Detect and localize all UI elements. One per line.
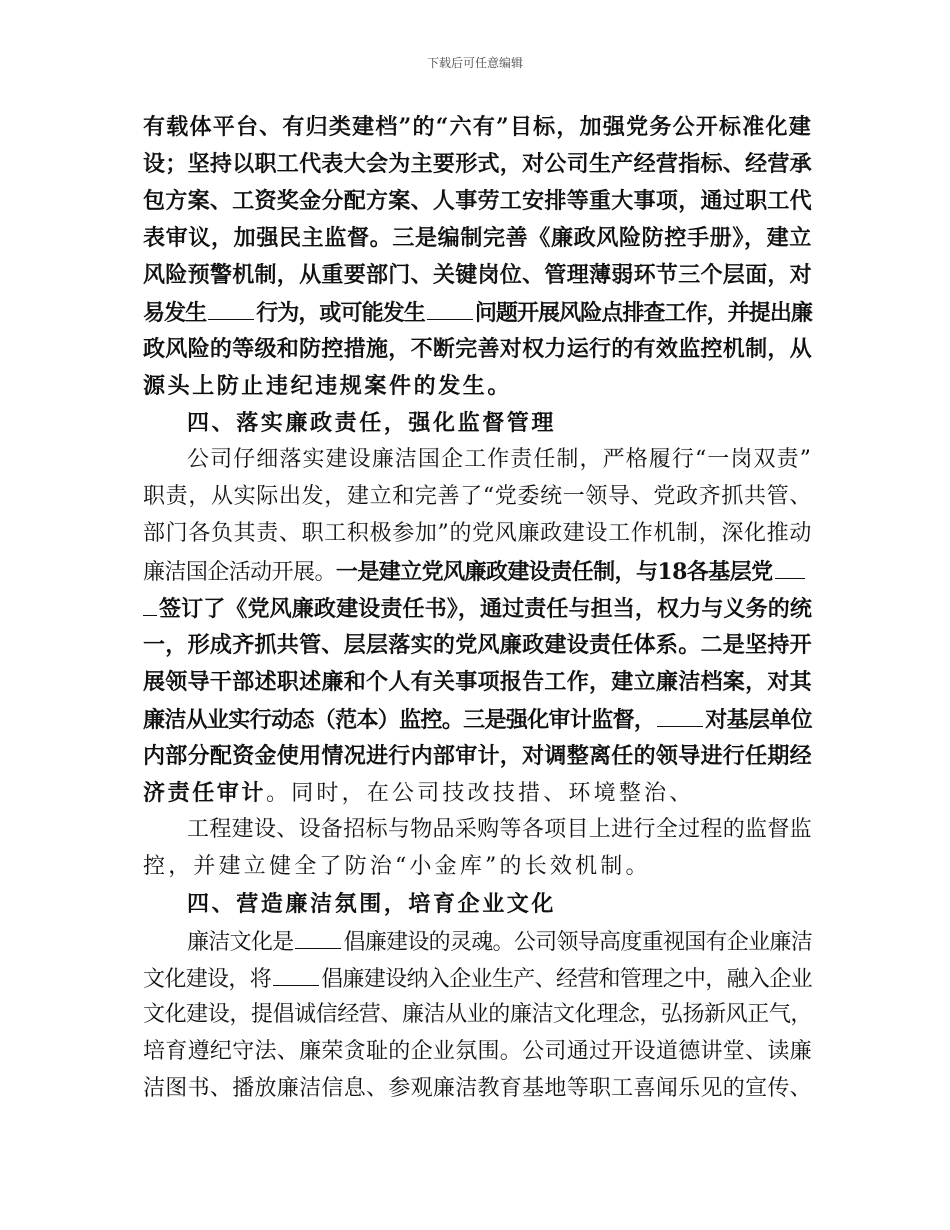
text-line bbox=[187, 449, 812, 471]
text-run: 问题开展风险点排查工作，并提出廉 bbox=[474, 300, 812, 326]
text-run: 风险预警机制，从重要部门、关键岗位、管理薄弱环节三个层面，对 bbox=[143, 262, 812, 288]
text-run: 。同时，在公司技改技措、环境整治、 bbox=[266, 781, 695, 806]
fill-blank bbox=[143, 597, 157, 616]
text-run: 廉洁国企活动开展。 bbox=[143, 560, 336, 585]
text-line bbox=[143, 523, 812, 545]
text-run: 洁图书、播放廉洁信息、参观廉洁教育基地等职工喜闻乐见的宣传、 bbox=[143, 1076, 812, 1101]
text-line bbox=[143, 190, 812, 212]
text-line bbox=[143, 338, 812, 360]
text-line bbox=[143, 1078, 812, 1100]
text-line bbox=[143, 560, 807, 584]
text-run: 表审议，加强民主监督。三是编制完善《廉政风险防控手册》，建立 bbox=[143, 225, 812, 251]
text-run: 部门各负其责、职工积极参加”的党风廉政建设工作机制，深化推动 bbox=[143, 521, 812, 546]
text-line bbox=[143, 782, 694, 805]
text-run: 济责任审计 bbox=[143, 780, 267, 806]
section-heading bbox=[187, 412, 556, 434]
fill-blank bbox=[427, 301, 473, 320]
text-line bbox=[143, 671, 812, 693]
page-header: 下载后可任意编辑 bbox=[426, 56, 523, 70]
text-run: 倡廉建设纳入企业生产、经营和管理之中，融入企业 bbox=[321, 967, 813, 992]
text-run: 设；坚持以职工代表大会为主要形式，对公司生产经营指标、经营承 bbox=[143, 151, 812, 177]
fill-blank bbox=[295, 930, 341, 949]
text-run: 廉洁文化是 bbox=[187, 930, 294, 955]
text-run: 包方案、工资奖金分配方案、人事劳工安排等重大事项，通过职工代 bbox=[143, 188, 812, 214]
text-run: 有载体平台、有归类建档”的“六有”目标，加强党务公开标准化建 bbox=[143, 114, 812, 140]
section-heading bbox=[187, 893, 556, 915]
text-run: 培育遵纪守法、廉荣贪耻的企业氛围。公司通过开设道德讲堂、读廉 bbox=[143, 1039, 812, 1064]
text-run: 文化建设，提倡诚信经营、廉洁从业的廉洁文化理念，弘扬新风正气， bbox=[143, 1002, 812, 1027]
text-line bbox=[187, 930, 812, 954]
text-run: 行为，或可能发生 bbox=[256, 300, 425, 326]
text-run: 控，并建立健全了防治“小金库”的长效机制。 bbox=[143, 854, 651, 879]
text-run: 四、营造廉洁氛围，培育企业文化 bbox=[187, 891, 557, 917]
text-run: 源头上防止违纪违规案件的发生。 bbox=[143, 373, 513, 399]
text-run: 文化建设，将 bbox=[143, 967, 272, 992]
text-line bbox=[187, 819, 812, 841]
text-run: 廉洁从业实行动态（范本）监控。三是强化审计监督， bbox=[143, 707, 656, 733]
text-line bbox=[143, 375, 512, 397]
text-run: 签订了《党风廉政建设责任书》，通过责任与担当，权力与义务的统 bbox=[159, 596, 812, 622]
text-run: 内部分配资金使用情况进行内部审计，对调整离任的领导进行任期经 bbox=[143, 743, 812, 769]
text-run: 对基层单位 bbox=[705, 707, 812, 733]
fill-blank bbox=[775, 560, 805, 579]
text-line bbox=[143, 1041, 812, 1063]
text-line bbox=[143, 634, 812, 656]
text-run: 一，形成齐抓共管、层层落实的党风廉政建设责任体系。二是坚持开 bbox=[143, 632, 812, 658]
text-run: 一是建立党风廉政建设责任制，与18各基层党 bbox=[335, 559, 773, 585]
text-line bbox=[143, 153, 812, 175]
text-run: 工程建设、设备招标与物品采购等各项目上进行全过程的监督监 bbox=[187, 817, 812, 842]
text-run: 展领导干部述职述廉和个人有关事项报告工作，建立廉洁档案，对其 bbox=[143, 669, 812, 695]
text-line bbox=[143, 301, 812, 324]
text-line bbox=[143, 264, 812, 286]
fill-blank bbox=[657, 708, 703, 727]
text-run: 倡廉建设的灵魂。公司领导高度重视国有企业廉洁 bbox=[343, 930, 812, 955]
text-line bbox=[143, 708, 812, 731]
text-line bbox=[143, 486, 812, 508]
text-line bbox=[143, 227, 812, 249]
text-line bbox=[143, 597, 812, 620]
text-run: 政风险的等级和防控措施，不断完善对权力运行的有效监控机制，从 bbox=[143, 336, 812, 362]
text-line bbox=[143, 745, 812, 767]
text-line bbox=[143, 116, 812, 138]
fill-blank bbox=[273, 967, 319, 986]
text-line bbox=[143, 856, 651, 878]
fill-blank bbox=[208, 301, 254, 320]
text-run: 职责，从实际出发，建立和完善了“党委统一领导、党政齐抓共管、 bbox=[143, 484, 812, 509]
text-run: 公司仔细落实建设廉洁国企工作责任制，严格履行“一岗双责” bbox=[187, 447, 812, 472]
text-run: 四、落实廉政责任，强化监督管理 bbox=[187, 410, 557, 436]
text-line bbox=[143, 1004, 812, 1026]
text-line bbox=[143, 967, 812, 991]
text-run: 易发生 bbox=[143, 300, 207, 326]
